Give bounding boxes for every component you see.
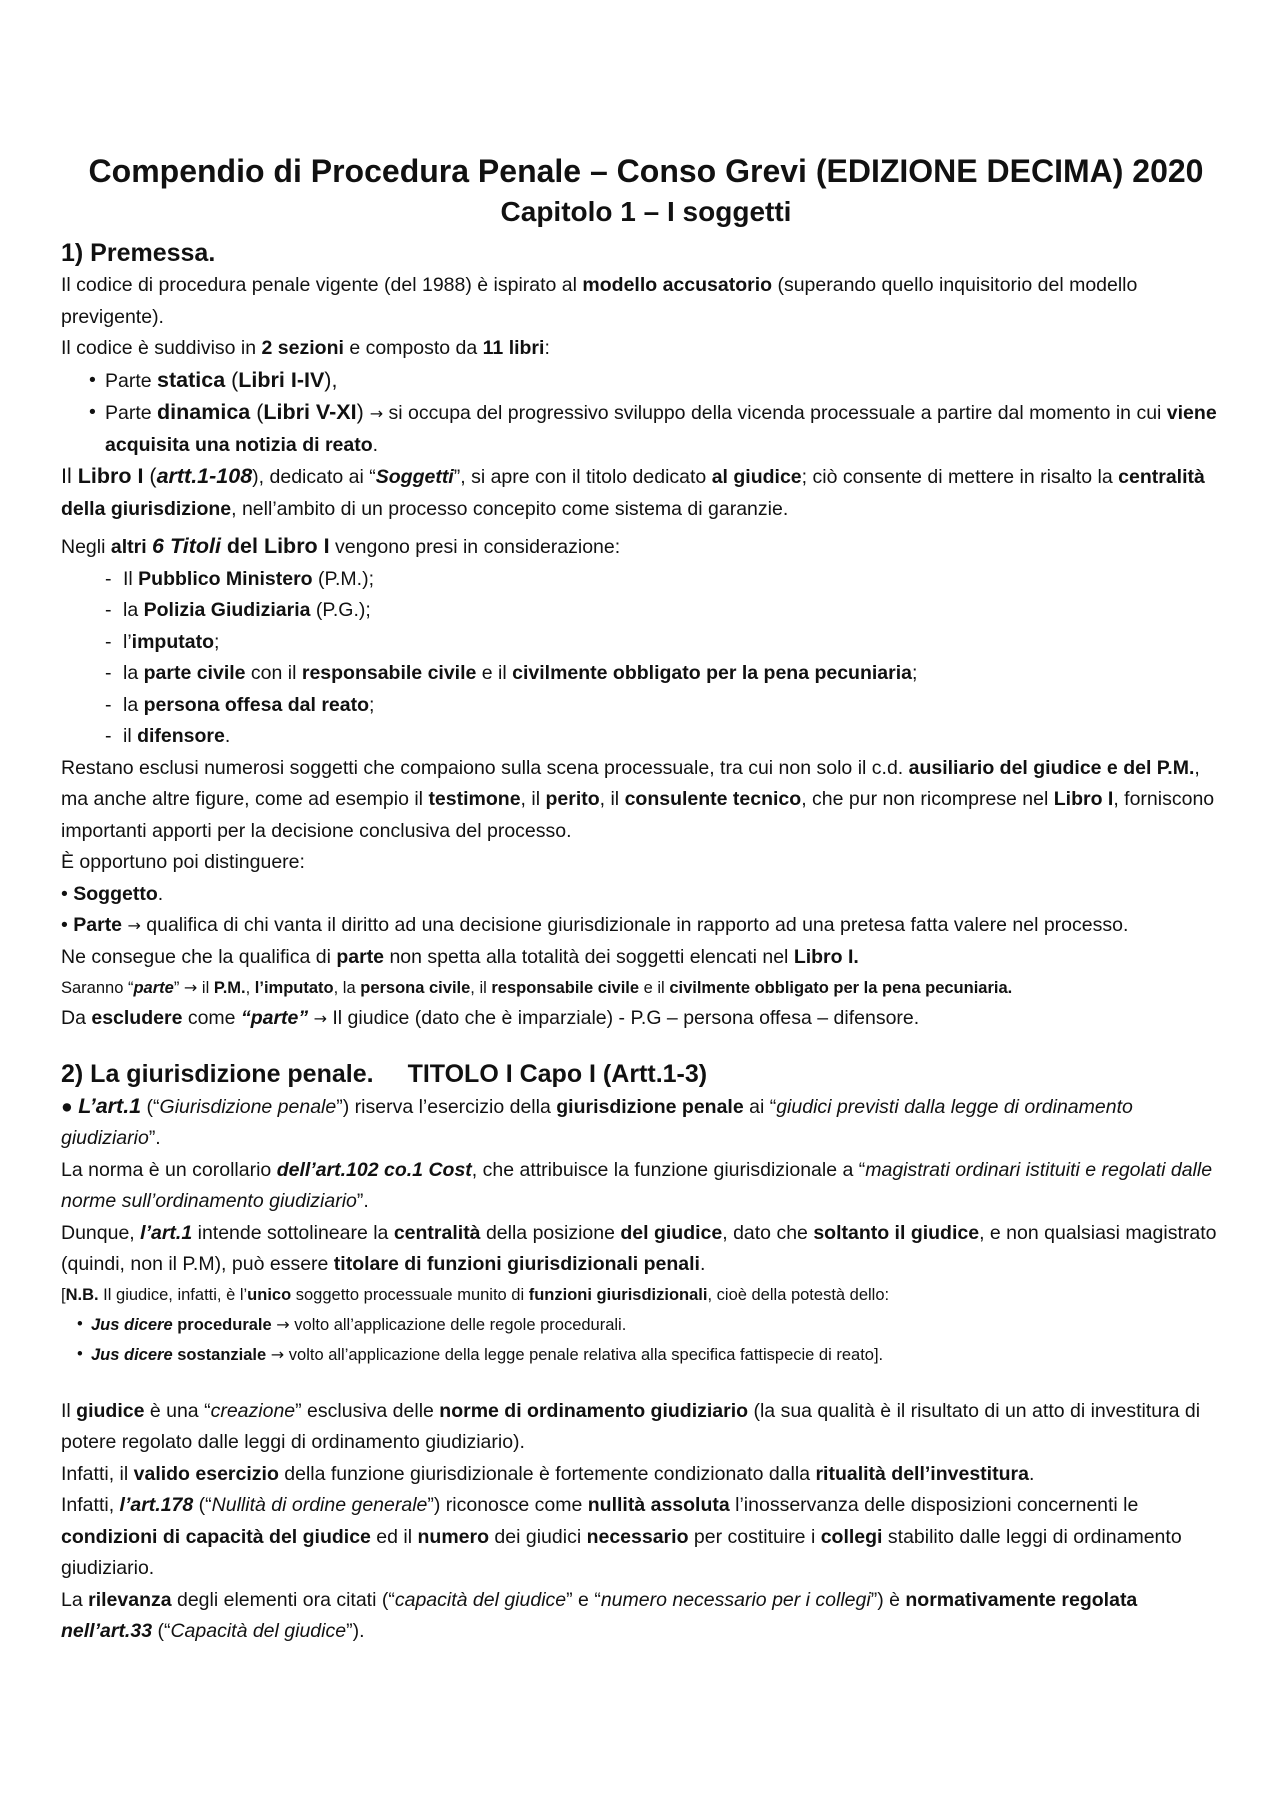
- text-run: condizioni di capacità del giudice: [61, 1525, 371, 1548]
- text-run: del Libro I: [220, 534, 330, 558]
- text-run: ” e “: [566, 1588, 601, 1611]
- paragraph: [61, 973, 1231, 1003]
- text-run: ”) è: [870, 1588, 906, 1611]
- text-run: .: [157, 882, 164, 905]
- text-run: La: [61, 1588, 89, 1611]
- text-run: ): [356, 400, 370, 424]
- text-run: soggetto processuale munito di: [291, 1285, 529, 1304]
- text-run: giudici previsti dalla legge di ordinamento giudiziario: [61, 1095, 1133, 1149]
- list-item: [77, 1310, 1231, 1340]
- text-run: funzioni giurisdizionali: [528, 1285, 708, 1304]
- text-run: Il giudice, infatti, è l’: [98, 1285, 248, 1304]
- list-item: [89, 365, 1231, 398]
- text-run: Dunque,: [61, 1221, 141, 1244]
- text-run: Soggetto: [73, 882, 158, 905]
- text-run: .: [372, 433, 379, 456]
- text-run: Il giudice (dato che è imparziale) - P.G – persona offesa – difensore.: [326, 1007, 920, 1029]
- text-run: imputato: [131, 630, 214, 653]
- text-run: Il codice è suddiviso in: [61, 337, 262, 359]
- paragraph: [61, 461, 1231, 525]
- paragraph: [61, 1490, 1231, 1585]
- text-run: parte: [336, 945, 385, 968]
- distinctions-list: [61, 879, 1231, 942]
- text-run: Polizia Giudiziaria: [143, 599, 311, 621]
- text-run: e il: [476, 662, 513, 684]
- list-item: [105, 564, 1231, 596]
- document-page: [61, 150, 1231, 1648]
- text-run: titolare di funzioni giurisdizionali penali: [333, 1253, 700, 1275]
- text-run: , che pur non ricomprese nel: [801, 788, 1054, 810]
- text-run: ,: [245, 979, 255, 997]
- text-run: La norma è un corollario: [61, 1158, 277, 1181]
- text-run: (: [250, 400, 264, 424]
- text-run: , che attribuisce la funzione giurisdizionale a “: [471, 1158, 866, 1181]
- text-run: , il: [520, 788, 546, 810]
- text-run: ritualità dell’investitura: [815, 1462, 1029, 1485]
- text-run: ;: [214, 630, 220, 653]
- list-item: [89, 397, 1231, 461]
- text-run: numero necessario per i collegi: [600, 1588, 871, 1611]
- text-run: giudice: [76, 1399, 145, 1422]
- text-run: numero: [417, 1525, 490, 1548]
- text-run: , nell’ambito di un processo concepito come sistema di garanzie.: [231, 497, 789, 520]
- text-run: Capacità del giudice: [170, 1620, 347, 1642]
- text-run: degli elementi ora citati (“: [171, 1588, 395, 1611]
- text-run: (: [143, 464, 157, 488]
- text-run: soltanto il giudice: [813, 1221, 980, 1244]
- text-run: Parte: [105, 402, 158, 424]
- text-run: civilmente obbligato per la pena pecuniaria.: [669, 979, 1013, 997]
- paragraph: [61, 847, 1231, 879]
- text-run: al giudice: [711, 466, 802, 488]
- text-run: ”) riconosce come: [427, 1494, 588, 1516]
- text-run: ), dedicato ai “: [252, 466, 376, 488]
- text-run: Da: [61, 1007, 92, 1029]
- text-run: difensore: [137, 725, 225, 747]
- text-run: , ma anche altre figure, come ad esempio il: [61, 756, 1200, 810]
- text-run: Restano esclusi numerosi soggetti che compaiono sulla scena processuale, tra cui non solo il c.d.: [61, 756, 909, 779]
- text-run: valido esercizio: [133, 1462, 279, 1485]
- text-run: :: [544, 337, 550, 359]
- text-run: ”.: [356, 1190, 369, 1212]
- text-run: ;: [369, 693, 375, 716]
- text-run: , e non qualsiasi magistrato (quindi, non il P.M), può essere: [61, 1221, 1217, 1275]
- arrow-icon: →: [313, 1009, 327, 1028]
- text-run: N.B.: [65, 1285, 99, 1304]
- text-run: Infatti,: [61, 1494, 120, 1516]
- section-1-heading: 1) Premessa.: [61, 239, 216, 267]
- text-run: “parte”: [240, 1007, 309, 1029]
- arrow-icon: →: [369, 404, 384, 423]
- text-run: Libri V-XI: [263, 400, 357, 424]
- text-run: l’art.178: [119, 1494, 194, 1516]
- text-run: Libri I-IV: [238, 367, 325, 392]
- text-run: (“: [152, 1620, 171, 1642]
- list-item: [105, 690, 1231, 722]
- document-title: Compendio di Procedura Penale – Conso Grevi (EDIZIONE DECIMA) 2020: [88, 153, 1204, 189]
- text-run: dinamica: [157, 400, 251, 424]
- text-run: dei giudici: [489, 1525, 587, 1548]
- text-run: ”) riserva l’esercizio della: [336, 1095, 557, 1118]
- text-run: 11 libri: [482, 337, 545, 359]
- text-run: ”: [173, 979, 184, 997]
- section-2-reference: TITOLO I Capo I (Artt.1-3): [407, 1059, 708, 1088]
- text-run: con il: [245, 662, 302, 684]
- text-run: [: [61, 1285, 66, 1304]
- text-run: ; ciò consente di mettere in risalto la: [801, 466, 1119, 488]
- text-run: Nullità di ordine generale: [211, 1494, 428, 1516]
- text-run: ”).: [346, 1620, 365, 1642]
- text-run: Parte: [73, 914, 123, 936]
- paragraph: [61, 1155, 1231, 1218]
- text-run: responsabile civile: [491, 979, 640, 997]
- text-run: volto all’applicazione della legge penale relativa alla specifica fattispecie di reato].: [284, 1345, 884, 1364]
- paragraph: [61, 1396, 1231, 1459]
- text-run: ” esclusiva delle: [295, 1399, 440, 1422]
- section-2-title: 2) La giurisdizione penale.: [61, 1059, 374, 1088]
- text-run: magistrati ordinari istituiti e regolati dalle norme sull’ordinamento giudiziario: [61, 1158, 1213, 1212]
- text-run: Ne consegue che la qualifica di: [61, 945, 337, 968]
- text-run: persona civile: [360, 979, 471, 997]
- text-run: rilevanza: [88, 1588, 172, 1611]
- list-item: [105, 721, 1231, 753]
- text-run: si occupa del progressivo sviluppo della vicenda processuale a partire dal momento in cui: [383, 402, 1167, 424]
- text-run: (“: [141, 1095, 160, 1118]
- text-run: ausiliario del giudice e del P.M.: [908, 756, 1195, 779]
- text-run: Libro I: [77, 464, 144, 488]
- text-run: necessario: [586, 1525, 689, 1548]
- text-run: il: [197, 979, 214, 997]
- text-run: l’imputato: [254, 979, 334, 997]
- text-run: , forniscono importanti apporti per la decisione conclusiva del processo.: [61, 788, 1215, 842]
- text-run: unico: [247, 1285, 292, 1304]
- text-run: la: [123, 693, 144, 716]
- text-run: creazione: [210, 1399, 296, 1422]
- text-run: escludere: [91, 1007, 183, 1029]
- text-run: è una “: [144, 1399, 211, 1422]
- text-run: •: [61, 882, 74, 905]
- list-item: [61, 910, 1231, 942]
- list-item: [105, 595, 1231, 627]
- text-run: Soggetti: [375, 466, 454, 488]
- text-run: ●: [61, 1095, 79, 1118]
- paragraph: [61, 531, 1231, 564]
- text-run: (“: [193, 1494, 212, 1516]
- text-run: nullità assoluta: [587, 1494, 730, 1516]
- text-run: l’art.1: [140, 1221, 193, 1244]
- text-run: .: [1028, 1462, 1035, 1485]
- text-run: sostanziale: [172, 1345, 267, 1364]
- text-run: volto all’applicazione delle regole procedurali.: [289, 1315, 627, 1334]
- text-run: parte: [133, 979, 174, 997]
- text-run: centralità: [393, 1221, 481, 1244]
- list-item: [77, 1340, 1231, 1370]
- text-run: l’inosservanza delle disposizioni concernenti le: [729, 1494, 1139, 1516]
- text-run: civilmente obbligato per la pena pecuniaria: [512, 662, 912, 684]
- text-run: consulente tecnico: [624, 788, 802, 810]
- text-run: Libro I.: [793, 945, 859, 968]
- text-run: la: [123, 662, 144, 684]
- arrow-icon: →: [276, 1314, 290, 1334]
- text-run: parte civile: [143, 662, 246, 684]
- text-run: P.M.: [213, 979, 246, 997]
- paragraph: [61, 270, 1231, 333]
- text-run: artt.1-108: [156, 464, 253, 488]
- text-run: giurisdizione penale: [556, 1095, 744, 1118]
- text-run: Jus dicere: [91, 1315, 173, 1334]
- text-run: ”, si apre con il titolo dedicato: [453, 466, 712, 488]
- text-run: , la: [333, 979, 361, 997]
- text-run: 6 Titoli: [152, 534, 221, 558]
- text-run: per costituire i: [688, 1525, 821, 1548]
- text-run: normativamente regolata: [905, 1588, 1138, 1611]
- text-run: persona offesa dal reato: [143, 693, 370, 716]
- text-run: non spetta alla totalità dei soggetti elencati nel: [384, 945, 794, 968]
- text-run: È opportuno poi distinguere:: [61, 851, 305, 873]
- paragraph: [61, 1459, 1231, 1491]
- text-run: altri: [110, 536, 153, 558]
- paragraph: [61, 333, 1231, 365]
- text-run: intende sottolineare la: [192, 1221, 394, 1244]
- text-run: qualifica di chi vanta il diritto ad una decisione giurisdizionale in rapporto ad una pretesa fatta valere nel processo.: [140, 914, 1129, 936]
- text-run: , il: [470, 979, 492, 997]
- text-run: statica: [157, 367, 226, 392]
- text-run: e composto da: [343, 337, 483, 359]
- arrow-icon: →: [183, 978, 198, 997]
- text-run: (P.M.);: [312, 567, 375, 590]
- text-run: nell’art.33: [61, 1620, 153, 1642]
- text-run: (superando quello inquisitorio del modello previgente).: [61, 274, 1138, 328]
- text-run: .: [699, 1253, 706, 1275]
- text-run: , dato che: [722, 1221, 814, 1244]
- text-run: ;: [912, 662, 918, 684]
- text-run: ed il: [370, 1525, 418, 1548]
- paragraph: [61, 753, 1231, 848]
- text-run: la: [123, 599, 144, 621]
- text-run: Parte: [105, 369, 158, 392]
- text-run: perito: [545, 788, 600, 810]
- paragraph: [61, 942, 1231, 974]
- text-run: (: [225, 367, 239, 392]
- text-run: Jus dicere: [91, 1345, 173, 1364]
- section-2-heading: [61, 1057, 1231, 1091]
- paragraph: [61, 1585, 1231, 1648]
- text-run: il: [123, 725, 138, 747]
- text-run: 2 sezioni: [261, 337, 344, 359]
- text-run: norme di ordinamento giudiziario: [439, 1399, 749, 1422]
- text-run: e il: [639, 979, 670, 997]
- text-run: centralità della giurisdizione: [61, 466, 1205, 520]
- text-run: , cioè della potestà dello:: [707, 1285, 890, 1304]
- text-run: responsabile civile: [301, 662, 477, 684]
- text-run: della posizione: [480, 1221, 621, 1244]
- text-run: Il: [61, 1399, 77, 1422]
- nb-note: [61, 1281, 1231, 1310]
- list-item: [105, 658, 1231, 690]
- text-run: Infatti, il: [61, 1462, 134, 1485]
- text-run: collegi: [820, 1525, 883, 1548]
- text-run: ),: [324, 367, 338, 392]
- subjects-list: [61, 564, 1231, 753]
- text-run: (P.G.);: [310, 599, 371, 621]
- list-item: [105, 627, 1231, 659]
- paragraph: [61, 1091, 1231, 1155]
- text-run: Giurisdizione penale: [159, 1095, 337, 1118]
- text-run: procedurale: [172, 1315, 272, 1334]
- text-run: come: [182, 1007, 241, 1029]
- text-run: (la sua qualità è il risultato di un atto di investitura di potere regolato dalle leggi di ordinamento giudiziario).: [61, 1399, 1201, 1453]
- text-run: testimone: [428, 788, 521, 810]
- text-run: Pubblico Ministero: [138, 567, 313, 590]
- text-run: l’: [123, 630, 132, 653]
- text-run: capacità del giudice: [394, 1588, 567, 1611]
- parts-list: [61, 365, 1231, 462]
- text-run: Il: [123, 567, 139, 590]
- text-run: modello accusatorio: [582, 274, 773, 296]
- text-run: viene acquisita una notizia di reato: [105, 402, 1217, 456]
- text-run: del giudice: [620, 1221, 723, 1244]
- text-run: ”.: [148, 1127, 161, 1149]
- paragraph: [61, 1218, 1231, 1281]
- list-item: [61, 879, 1231, 911]
- text-run: dell’art.102 co.1 Cost: [276, 1158, 472, 1181]
- text-run: Libro I: [1053, 788, 1114, 810]
- text-run: Saranno “: [61, 979, 134, 997]
- text-run: Il: [61, 464, 78, 488]
- text-run: ai “: [743, 1095, 777, 1118]
- text-run: .: [224, 725, 231, 747]
- chapter-title: Capitolo 1 – I soggetti: [500, 196, 792, 227]
- text-run: , il: [599, 788, 625, 810]
- arrow-icon: →: [127, 916, 141, 935]
- text-run: della funzione giurisdizionale è fortemente condizionato dalla: [278, 1462, 816, 1485]
- text-run: •: [61, 914, 74, 936]
- paragraph: [61, 1003, 1231, 1035]
- arrow-icon: →: [270, 1344, 285, 1364]
- text-run: stabilito dalle leggi di ordinamento giudiziario.: [61, 1525, 1182, 1579]
- text-run: vengono presi in considerazione:: [329, 536, 621, 558]
- nb-list: [61, 1310, 1231, 1370]
- text-run: L’art.1: [78, 1093, 142, 1118]
- text-run: Il codice di procedura penale vigente (del 1988) è ispirato al: [61, 274, 583, 296]
- text-run: Negli: [61, 536, 111, 558]
